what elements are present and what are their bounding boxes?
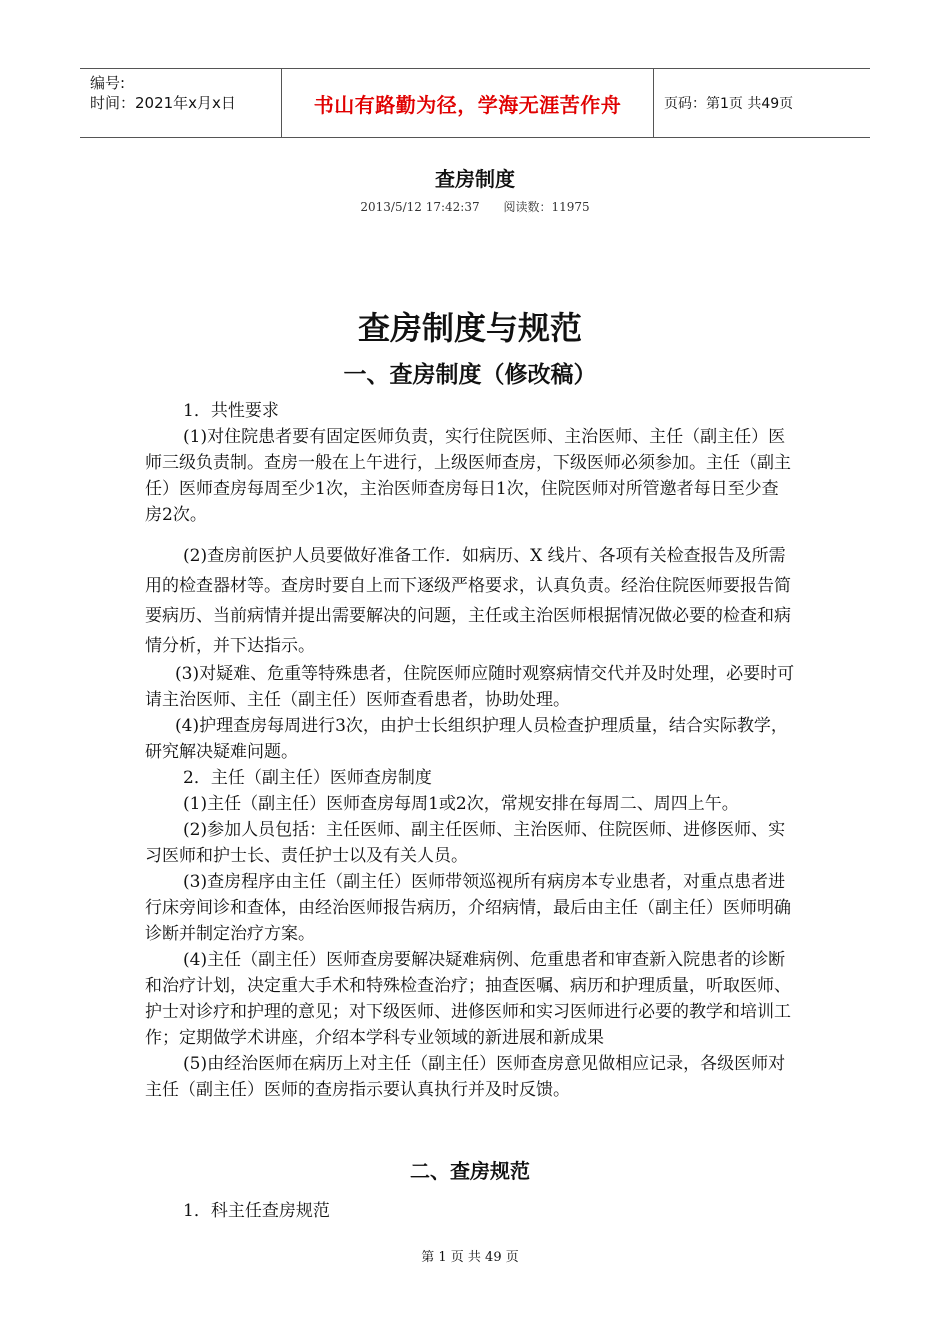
paragraph: (5)由经治医师在病历上对主任（副主任）医师查房意见做相应记录，各级医师对主任（副主任）医师的查房指示要认真执行并及时反馈。 (145, 1054, 786, 1100)
article-date: 2013/5/12 17:42:37 (360, 200, 480, 214)
header-table (80, 68, 870, 138)
number-label: 编号: (90, 74, 126, 92)
section1-title: 一、查房制度（修改稿） (343, 362, 597, 388)
paragraph: (4)主任（副主任）医师查房要解决疑难病例、危重患者和审查新入院患者的诊断和治疗计划，决定重大手术和特殊检查治疗；抽查医嘱、病历和护理质量，听取医师、护士对诊疗和护理的意见；对下级医师、进修医师和实习医师进行必要的教学和培训工作；定期做学术讲座，介绍本学科专业领域的新进展和新成果 (145, 950, 791, 1048)
page-label: 页码：第1页 共49页 (664, 96, 794, 112)
article-reads: 阅读数：11975 (503, 200, 590, 214)
main-title: 查房制度与规范 (357, 309, 582, 347)
paragraph: (1)主任（副主任）医师查房每周1或2次，常规安排在每周二、周四上午。 (183, 794, 739, 814)
header-page-cell (654, 69, 870, 137)
paragraph: (2)查房前医护人员要做好准备工作．如病历、X 线片、各项有关检查报告及所需用的检查器材等。查房时要自上而下逐级严格要求，认真负责。经治住院医师要报告简要病历、当前病情并提出需要解决的问题，主任或主治医师根据情况做必要的检查和病情分析，并下达指示。 (145, 546, 791, 656)
header-motto-cell (282, 69, 654, 137)
motto-text: 书山有路勤为径，学海无涯苦作舟 (313, 92, 622, 117)
paragraph: (2)参加人员包括：主任医师、副主任医师、主治医师、住院医师、进修医师、实习医师和护士长、责任护士以及有关人员。 (145, 820, 786, 866)
paragraph: (3)查房程序由主任（副主任）医师带领巡视所有病房本专业患者，对重点患者进行床旁间诊和查体，由经治医师报告病历，介绍病情，最后由主任（副主任）医师明确诊断并制定治疗方案。 (145, 872, 791, 944)
paragraph: 2．主任（副主任）医师查房制度 (183, 768, 432, 788)
article-title: 查房制度 (435, 167, 515, 191)
body-block-2 (145, 541, 795, 1103)
body-block-1 (145, 398, 795, 528)
paragraph: 1．共性要求 (183, 401, 279, 421)
section2-title: 二、查房规范 (410, 1159, 530, 1183)
paragraph: (3)对疑难、危重等特殊患者，住院医师应随时观察病情交代并及时处理，必要时可请主治医师、主任（副主任）医师查看患者，协助处理。 (145, 664, 795, 710)
header-left-cell (80, 69, 282, 137)
page-footer: 第 1 页 共 49 页 (421, 1250, 519, 1265)
paragraph: (4)护理查房每周进行3次，由护士长组织护理人员检查护理质量，结合实际教学，研究解决疑难问题。 (145, 716, 788, 762)
time-label: 时间：2021年x月x日 (90, 94, 236, 112)
paragraph: (1)对住院患者要有固定医师负责，实行住院医师、主治医师、主任（副主任）医师三级负责制。查房一般在上午进行，上级医师查房，下级医师必须参加。主任（副主任）医师查房每周至少1次，主治医师查房每日1次，住院医师对所管邀者每日至少查房2次。 (145, 427, 791, 525)
subsection-title: 1．科主任查房规范 (183, 1201, 330, 1221)
article-meta (0, 198, 950, 215)
